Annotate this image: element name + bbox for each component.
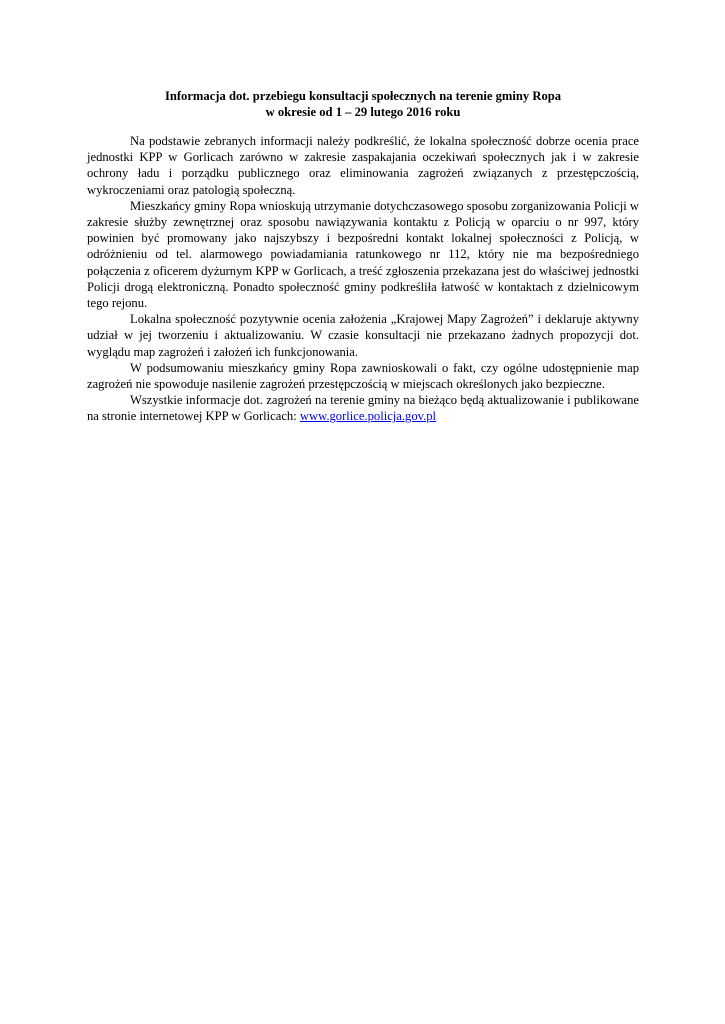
paragraph-1: Na podstawie zebranych informacji należy podkreślić, że lokalna społeczność dobrze ocenia prace jednostki KPP w Gorlicach zarówno w zakresie zaspakajania oczekiwań społecznych jak i w zakresie ochrony ładu i porządku publicznego oraz eliminowania zagrożeń związanych z przestępczością, wykroczeniami oraz patologią społeczną. — [87, 134, 639, 197]
document-title — [87, 88, 639, 120]
title-line-1: Informacja dot. przebiegu konsultacji społecznych na terenie gminy Ropa — [164, 89, 562, 103]
paragraph-3: Lokalna społeczność pozytywnie ocenia założenia „Krajowej Mapy Zagrożeń” i deklaruje aktywny udział w jej tworzeniu i aktualizowaniu. W czasie konsultacji nie przekazano żadnych propozycji dot. wyglądu map zagrożeń i założeń ich funkcjonowania. — [87, 312, 639, 359]
paragraph-5 — [87, 392, 639, 424]
paragraph-4: W podsumowaniu mieszkańcy gminy Ropa zawnioskowali o fakt, czy ogólne udostępnienie map zagrożeń nie spowoduje nasilenie zagrożeń przestępczością w miejscach określonych jako bezpieczne. — [87, 360, 639, 392]
website-link[interactable]: www.gorlice.policja.gov.pl — [299, 409, 437, 424]
paragraph-2: Mieszkańcy gminy Ropa wnioskują utrzymanie dotychczasowego sposobu zorganizowania Policji w zakresie służby zewnętrznej oraz sposobu nawiązywania kontaktu z Policją w oparciu o nr 997, który powinien być promowany jako najszybszy i bezpośredni kontakt lokalnej społeczności z Policją, w odróżnieniu od tel. alarmowego powiadamiania ratunkowego nr 112, który nie ma bezpośredniego połączenia z oficerem dyżurnym KPP w Gorlicach, a treść zgłoszenia przekazana jest do właściwej jednostki Policji drogą elektroniczną. Ponadto społeczność gminy podkreśliła łatwość w kontaktach z dzielnicowym tego rejonu. — [87, 198, 639, 311]
paragraph-5-text: Wszystkie informacje dot. zagrożeń na terenie gminy na bieżąco będą aktualizowanie i publikowane na stronie internetowej KPP w Gorlicach: — [87, 393, 639, 424]
title-line-2: w okresie od 1 – 29 lutego 2016 roku — [265, 105, 461, 119]
document-page — [87, 88, 639, 425]
